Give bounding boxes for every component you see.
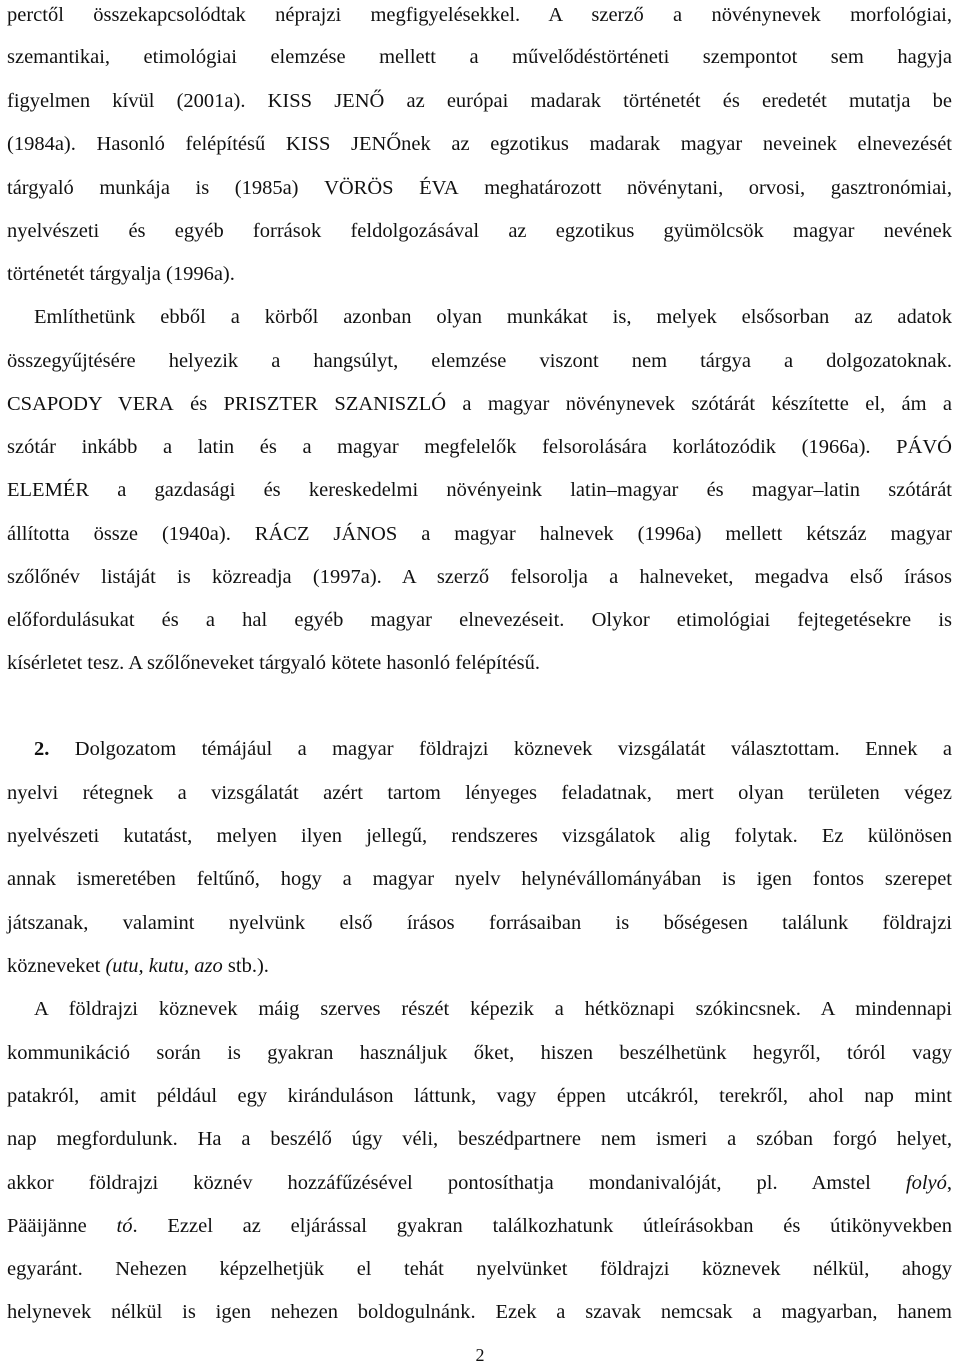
author-name: ELEMÉR [7,479,89,501]
text-line-20: annak ismeretében feltűnő, hogy a magyar nyelv helynévállományában is igen fontos szerepet [7,868,952,890]
text-line-12: ELEMÉR a gazdasági és kereskedelmi növényeink latin–magyar és magyar–latin szótárát [7,479,952,501]
text-line-22: közneveket (utu, kutu, azo stb.). [7,955,269,977]
author-name: KISS JENŐ [267,90,385,112]
example-word: tó [116,1215,133,1237]
page-number: 2 [475,1345,485,1365]
author-name: PRISZTER SZANISZLÓ [223,393,447,415]
text-line-23: A földrajzi köznevek máig szerves részét képezik a hétköznapi szókincsnek. A mindennapi [34,998,952,1020]
text-line-25: patakról, amit például egy kiránduláson láttunk, vagy éppen utcákról, terekről, ahol nap mint [7,1085,952,1107]
text-line-4: (1984a). Hasonló felépítésű KISS JENŐnek az egzotikus madarak magyar neveinek elnevezését [7,133,952,155]
text-line-9: összegyűjtésére helyezik a hangsúlyt, elemzése viszont nem tárgya a dolgozatoknak. [7,350,952,372]
text-line-6: nyelvészeti és egyéb források feldolgozásával az egzotikus gyümölcsök magyar nevének [7,220,952,242]
text-line-18: nyelvi rétegnek a vizsgálatát azért tartom lényeges feladatnak, mert olyan területen végez [7,782,952,804]
text-line-16: kísérletet tesz. A szőlőneveket tárgyaló kötete hasonló felépítésű. [7,652,541,674]
author-name: CSAPODY VERA [7,393,174,415]
text-line-27: akkor földrajzi köznév hozzáfűzésével pontosíthatja mondanivalóját, pl. Amstel folyó, [7,1172,952,1194]
text-line-1: perctől összekapcsolódtak néprajzi megfigyelésekkel. A szerző a növénynevek morfológiai, [7,4,952,26]
text-line-7: történetét tárgyalja (1996a). [7,263,235,285]
example-word: folyó [905,1172,947,1194]
text-line-11: szótár inkább a latin és a magyar megfelelők felsorolására korlátozódik (1966a). PÁVÓ [7,436,952,458]
text-line-19: nyelvészeti kutatást, melyen ilyen jellegű, rendszeres vizsgálatok alig folytak. Ez különösen [7,825,952,847]
text-line-30: helynevek nélkül is igen nehezen boldogulnánk. Ezek a szavak nemcsak a magyarban, hanem [7,1301,952,1323]
text-line-14: szőlőnév listáját is közreadja (1997a). A szerző felsorolja a halneveket, megadva első írásos [7,566,952,588]
text-line-24: kommunikáció során is gyakran használjuk őket, hiszen beszélhetünk hegyről, tóról vagy [7,1042,952,1064]
example-words: (utu, kutu, azo [105,955,223,977]
text-line-21: játszanak, valamint nyelvünk első írásos forrásaiban is bőségesen találunk földrajzi [7,912,952,934]
author-name: KISS JENŐ [285,133,402,155]
text-line-13: állította össze (1940a). RÁCZ JÁNOS a magyar halnevek (1996a) mellett kétszáz magyar [7,523,953,545]
text-line-17: 2. Dolgozatom témájául a magyar földrajzi köznevek vizsgálatát választottam. Ennek a [34,738,952,760]
text-line-28: Pääijänne tó. Ezzel az eljárással gyakran találkozhatunk útleírásokban és útikönyvekben [7,1215,952,1237]
text-line-10: CSAPODY VERA és PRISZTER SZANISZLÓ a magyar növénynevek szótárát készítette el, ám a [7,393,952,415]
text-line-8: Említhetünk ebből a körből azonban olyan munkákat is, melyek elsősorban az adatok [34,306,952,328]
author-name: VÖRÖS ÉVA [324,177,459,199]
section-number: 2. [34,738,50,760]
text-line-26: nap megfordulunk. Ha a beszélő úgy véli, beszédpartnere nem ismeri a szóban forgó helyet, [7,1128,952,1150]
author-name: PÁVÓ [896,436,952,458]
text-line-2: szemantikai, etimológiai elemzése mellett a művelődéstörténeti szempontot sem hagyja [7,46,952,68]
author-name: RÁCZ JÁNOS [254,523,398,545]
text-line-29: egyaránt. Nehezen képzelhetjük el tehát nyelvünket földrajzi köznevek nélkül, ahogy [7,1258,952,1280]
text-line-5: tárgyaló munkája is (1985a) VÖRÖS ÉVA meghatározott növénytani, orvosi, gasztronómiai, [7,177,952,199]
text-line-3: figyelmen kívül (2001a). KISS JENŐ az európai madarak történetét és eredetét mutatja be [7,90,952,112]
text-line-15: előfordulásukat és a hal egyéb magyar elnevezéseit. Olykor etimológiai fejtegetésekre is [7,609,952,631]
